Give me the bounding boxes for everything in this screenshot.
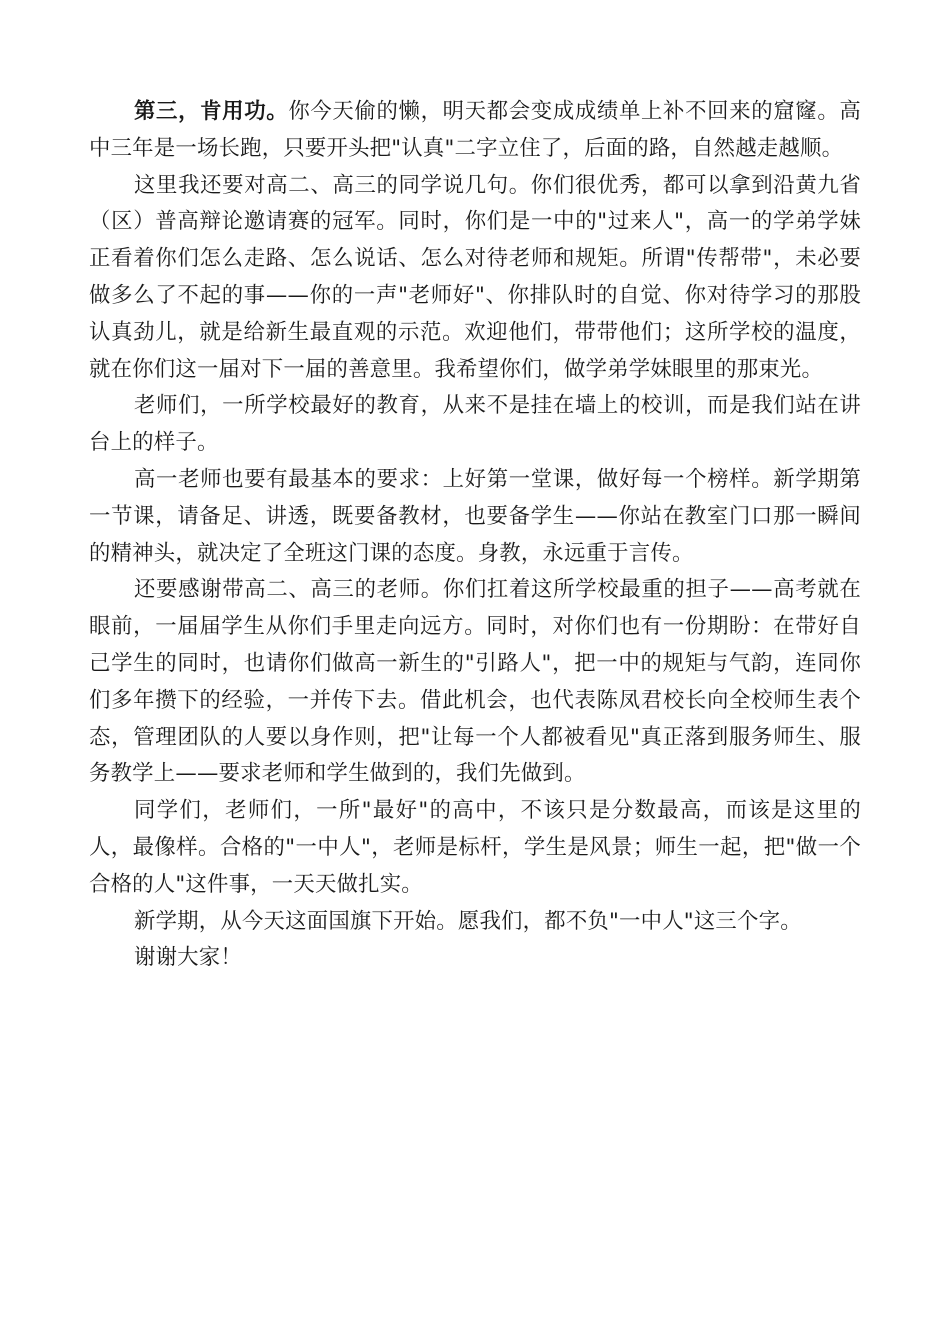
paragraph-school-vision: 同学们，老师们，一所"最好"的高中，不该只是分数最高，而该是这里的人，最像样。合格的"一中人"，老师是标杆，学生是风景；师生一起，把"做一个合格的人"这件事，一天天做扎实。 (89, 798, 861, 897)
paragraph-text: 你今天偷的懒，明天都会变成成绩单上补不回来的窟窿。高中三年是一场长跑，只要开头把"认真"二字立住了，后面的路，自然越走越顺。 (89, 99, 861, 161)
document-body (89, 94, 861, 977)
paragraph-lead-heading: 第三，肯用功。 (134, 99, 289, 124)
paragraph-senior-students: 这里我还要对高二、高三的同学说几句。你们很优秀，都可以拿到沿黄九省（区）普高辩论邀请赛的冠军。同时，你们是一中的"过来人"，高一的学弟学妹正看着你们怎么走路、怎么说话、怎么对待老师和规矩。所谓"传帮带"，未必要做多么了不起的事——你的一声"老师好"、你排队时的自觉、你对待学习的那股认真劲儿，就是给新生最直观的示范。欢迎他们，带带他们；这所学校的温度，就在你们这一届对下一届的善意里。我希望你们，做学弟学妹眼里的那束光。 (89, 172, 861, 382)
paragraph-closing-thanks: 谢谢大家！ (134, 945, 242, 971)
paragraph-diligence (89, 94, 861, 168)
paragraph-new-semester: 新学期，从今天这面国旗下开始。愿我们，都不负"一中人"这三个字。 (134, 908, 802, 934)
paragraph-teachers: 老师们，一所学校最好的教育，从来不是挂在墙上的校训，而是我们站在讲台上的样子。 (89, 393, 861, 456)
paragraph-senior-teachers: 还要感谢带高二、高三的老师。你们扛着这所学校最重的担子——高考就在眼前，一届届学生从你们手里走向远方。同时，对你们也有一份期盼：在带好自己学生的同时，也请你们做高一新生的"引路人"，把一中的规矩与气韵，连同你们多年攒下的经验，一并传下去。借此机会，也代表陈凤君校长向全校师生表个态，管理团队的人要以身作则，把"让每一个人都被看见"真正落到服务师生、服务教学上——要求老师和学生做到的，我们先做到。 (89, 577, 861, 787)
paragraph-grade-one-teachers: 高一老师也要有最基本的要求：上好第一堂课，做好每一个榜样。新学期第一节课，请备足、讲透，既要备教材，也要备学生——你站在教室门口那一瞬间的精神头，就决定了全班这门课的态度。身教，永远重于言传。 (89, 466, 861, 566)
